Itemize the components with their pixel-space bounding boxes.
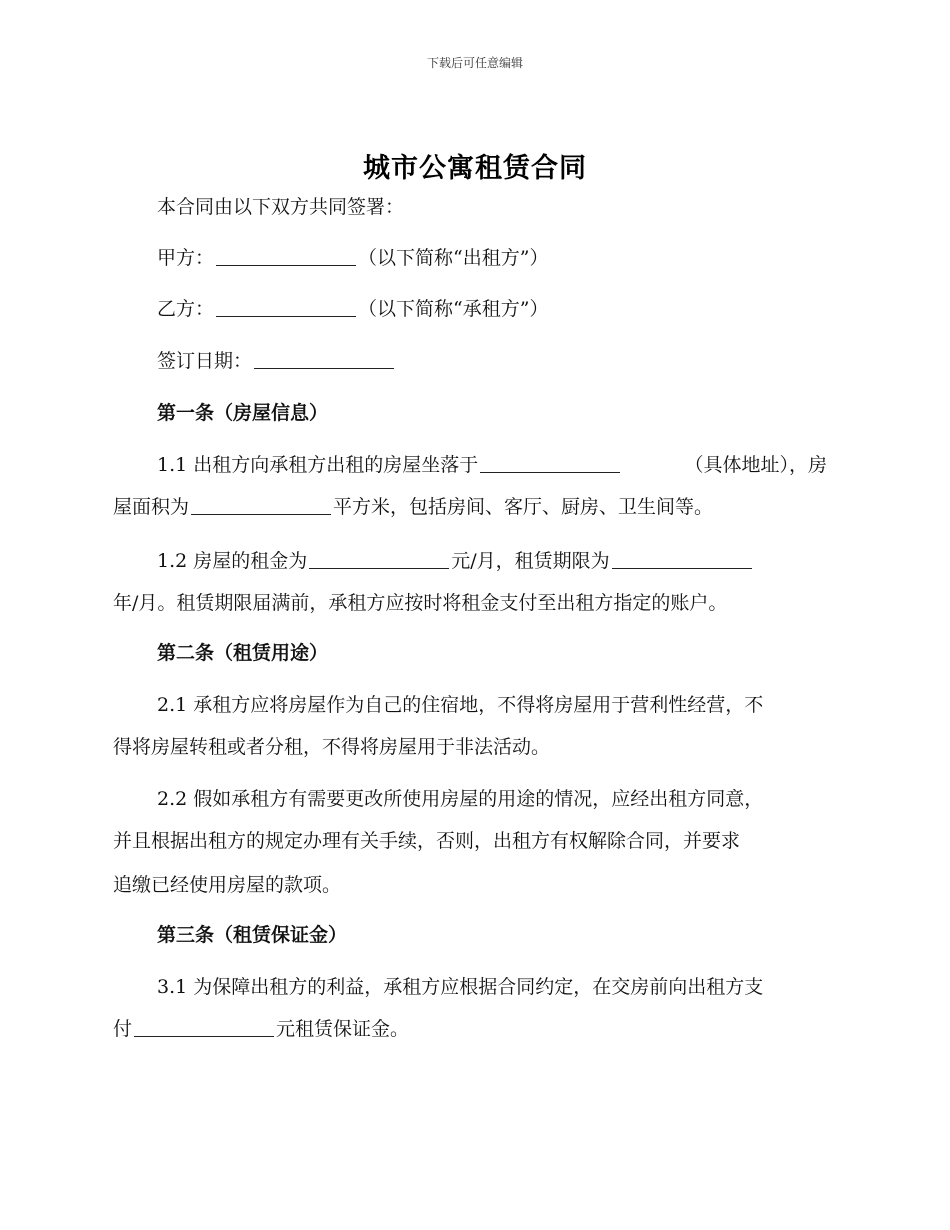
sign-date-line bbox=[157, 348, 396, 374]
article2-p2-line3: 追缴已经使用房屋的款项。 bbox=[113, 874, 342, 896]
party-a-line bbox=[157, 245, 548, 271]
article1-p2-text-b: 元/月，租赁期限为 bbox=[451, 550, 610, 572]
intro-line: 本合同由以下双方共同签署： bbox=[157, 196, 405, 218]
article2-p2-line1: 2.2 假如承租方有需要更改所使用房屋的用途的情况，应经出租方同意， bbox=[157, 788, 764, 810]
article1-p1-text-a: 1.1 出租方向承租方出租的房屋坐落于 bbox=[157, 454, 479, 476]
article2-p1-line1: 2.1 承租方应将房屋作为自己的住宿地，不得将房屋用于营利性经营，不 bbox=[157, 694, 764, 716]
area-blank bbox=[191, 496, 331, 515]
deposit-blank bbox=[134, 1018, 274, 1037]
article1-p2-line2: 年/月。租赁期限届满前，承租方应按时将租金支付至出租方指定的账户。 bbox=[113, 592, 728, 614]
article1-heading: 第一条（房屋信息） bbox=[157, 402, 329, 424]
article1-p1-text-c: 屋面积为 bbox=[113, 496, 190, 518]
article1-p1-text-b: （具体地址），房 bbox=[684, 454, 827, 476]
article1-p2-line1 bbox=[157, 548, 754, 574]
party-a-suffix: （以下简称“出租方”） bbox=[358, 247, 549, 269]
party-a-label: 甲方： bbox=[157, 247, 215, 269]
contract-title: 城市公寓租赁合同 bbox=[363, 153, 587, 184]
article2-heading: 第二条（租赁用途） bbox=[157, 642, 329, 664]
article2-p1-line2: 得将房屋转租或者分租，不得将房屋用于非法活动。 bbox=[113, 736, 551, 758]
party-b-blank bbox=[216, 298, 356, 317]
sign-date-label: 签订日期： bbox=[157, 350, 253, 372]
sign-date-blank bbox=[254, 350, 394, 369]
article3-p1-text-a: 付 bbox=[113, 1018, 133, 1040]
article2-p2-line2: 并且根据出租方的规定办理有关手续，否则，出租方有权解除合同，并要求 bbox=[113, 830, 741, 852]
rent-blank bbox=[309, 550, 449, 569]
article1-p1-text-d: 平方米，包括房间、客厅、厨房、卫生间等。 bbox=[333, 496, 714, 518]
header-note: 下载后可任意编辑 bbox=[426, 56, 523, 70]
party-a-blank bbox=[216, 247, 356, 266]
article3-p1-line1: 3.1 为保障出租方的利益，承租方应根据合同约定，在交房前向出租方支 bbox=[157, 976, 764, 998]
article3-p1-line2 bbox=[113, 1016, 409, 1042]
article3-heading: 第三条（租赁保证金） bbox=[157, 924, 348, 946]
article3-p1-text-b: 元租赁保证金。 bbox=[276, 1018, 410, 1040]
article1-p1-line1 bbox=[157, 452, 827, 478]
term-blank bbox=[612, 550, 752, 569]
party-b-label: 乙方： bbox=[157, 298, 215, 320]
article1-p1-line2 bbox=[113, 494, 713, 520]
party-b-suffix: （以下简称“承租方”） bbox=[358, 298, 549, 320]
article1-p2-text-a: 1.2 房屋的租金为 bbox=[157, 550, 308, 572]
address-blank bbox=[480, 454, 620, 473]
party-b-line bbox=[157, 296, 548, 322]
